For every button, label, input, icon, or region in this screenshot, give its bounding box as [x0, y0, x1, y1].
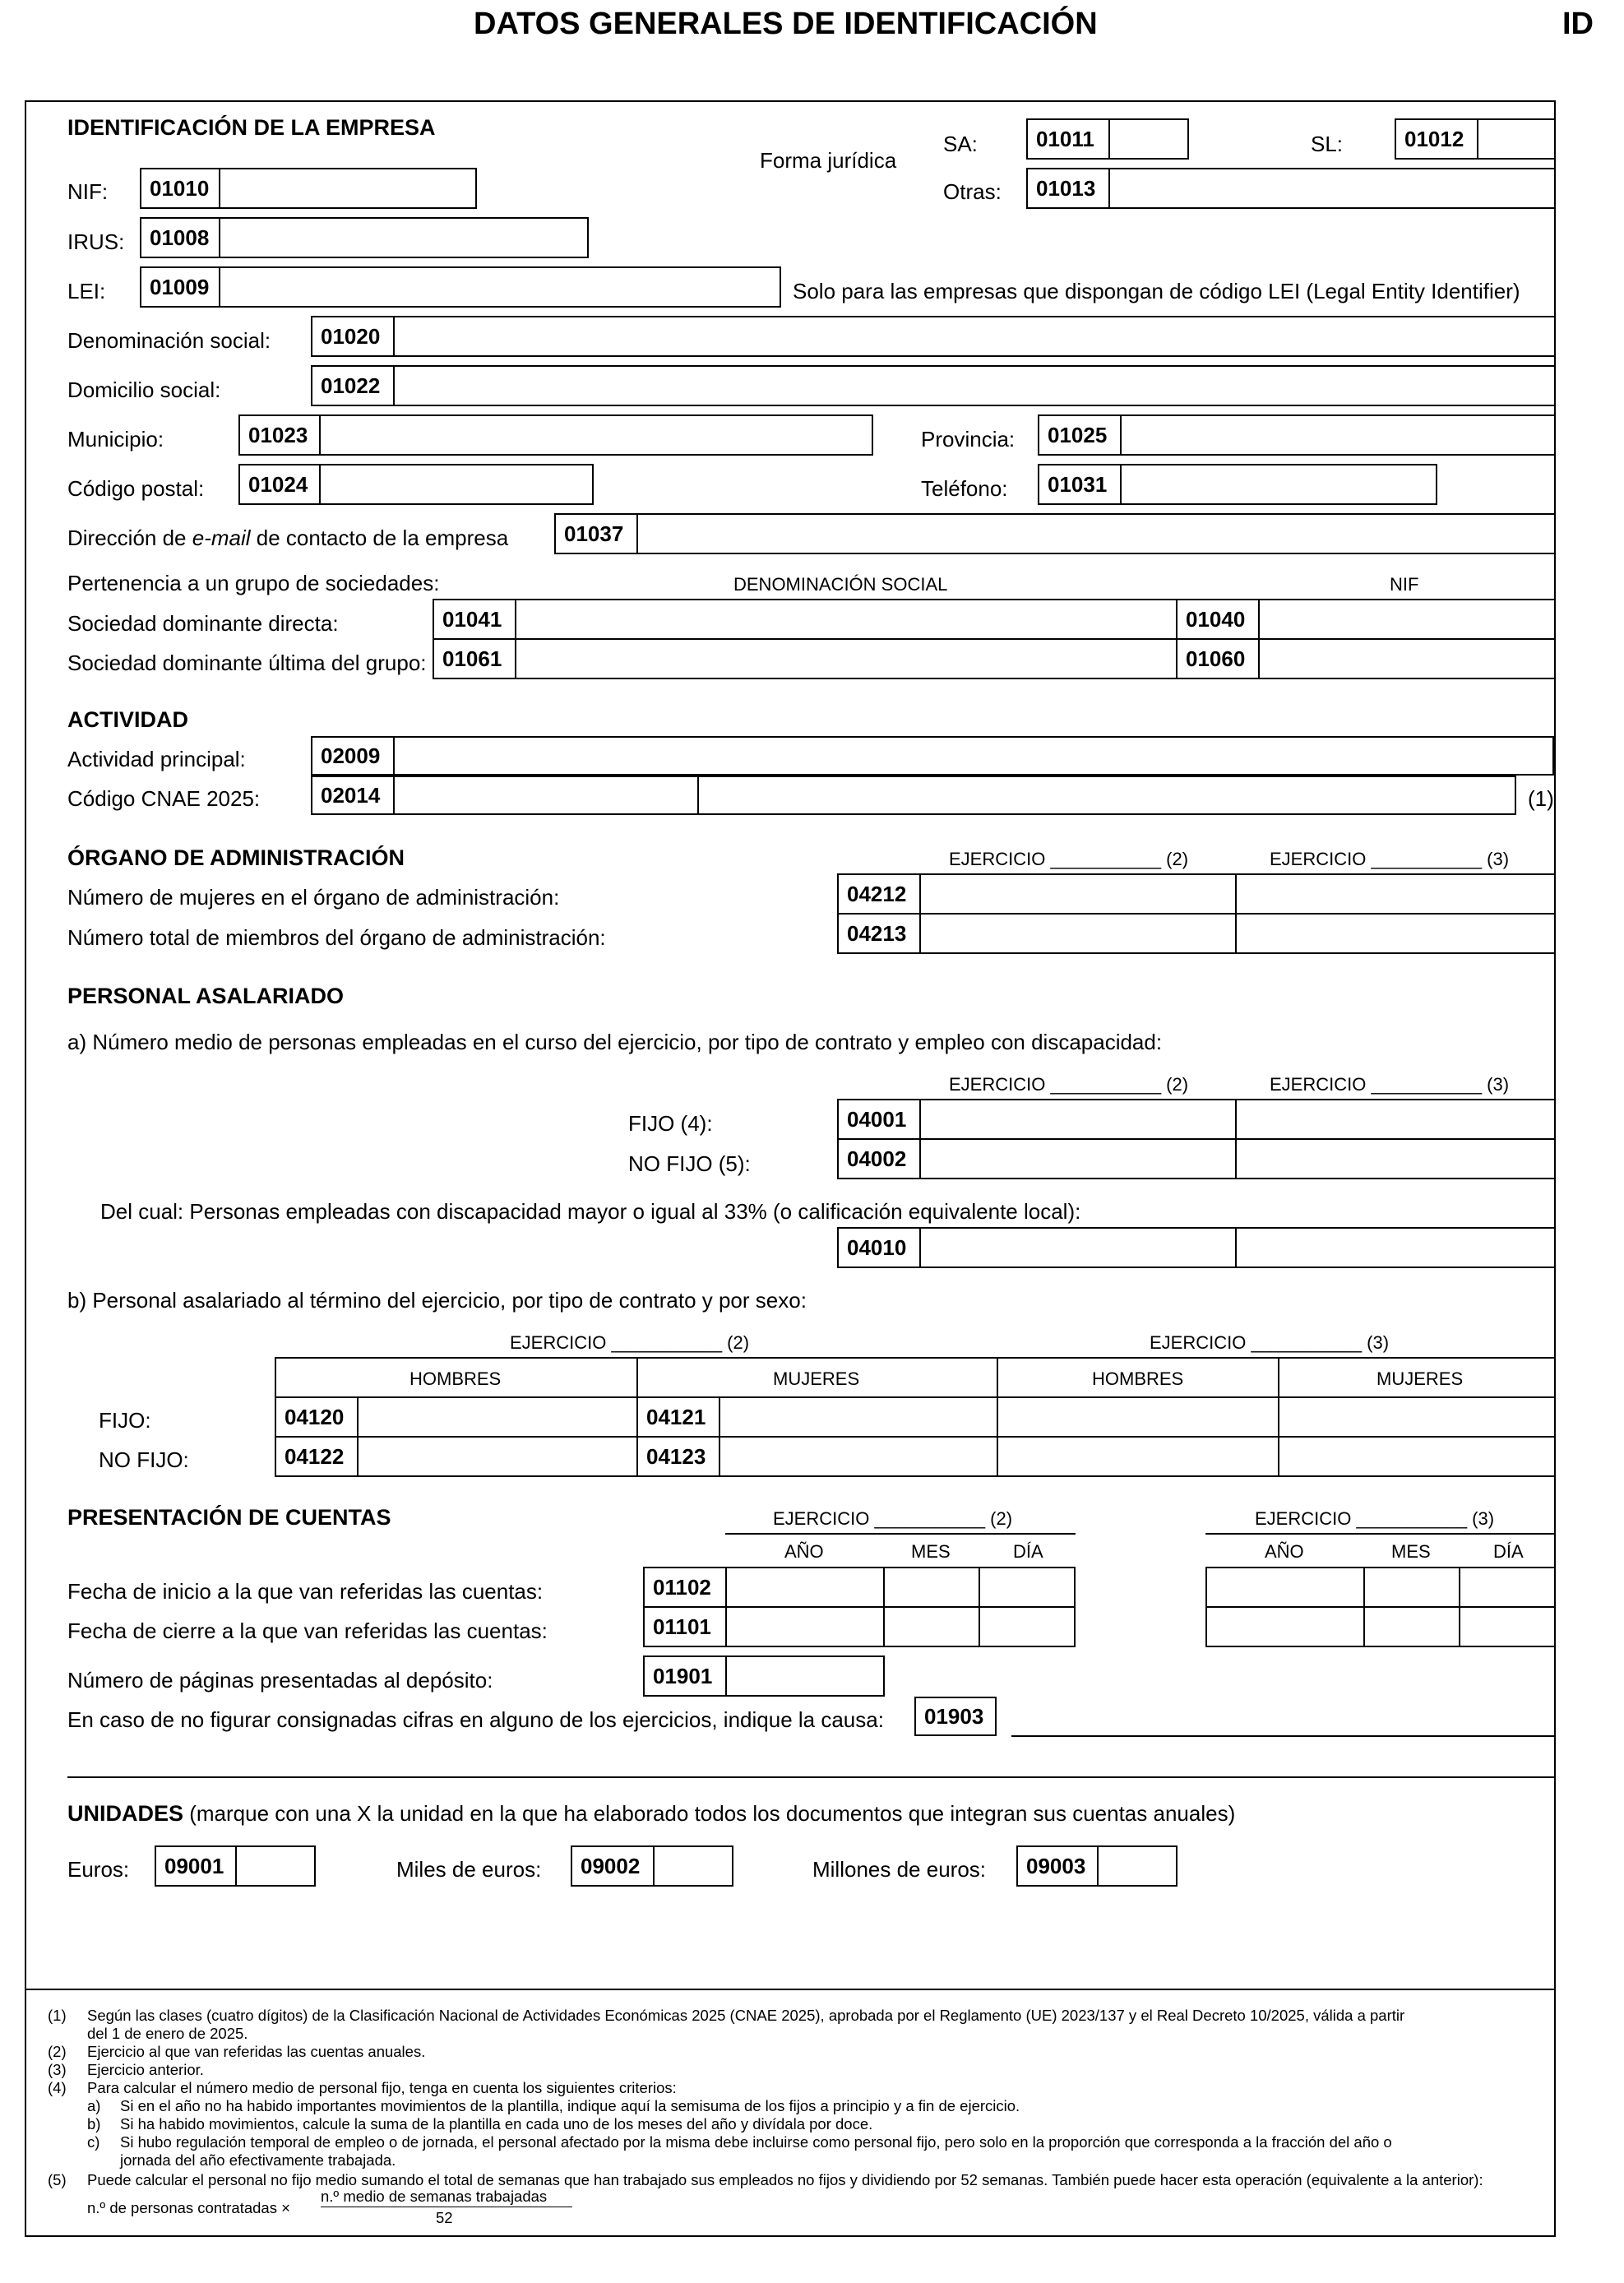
- dominante-ultima-field[interactable]: [433, 638, 1178, 679]
- footnotes-divider: [25, 1989, 1556, 1990]
- inicio-mes-field[interactable]: [883, 1567, 980, 1608]
- field-code: 01024: [240, 465, 321, 503]
- inicio-dia-field[interactable]: [979, 1567, 1076, 1608]
- b-nofijo-label: NO FIJO:: [99, 1447, 189, 1472]
- pres-underline-2: [725, 1533, 1076, 1535]
- cierre-dia-prev[interactable]: [1459, 1606, 1556, 1647]
- cnae-divider: [697, 776, 699, 815]
- field-code: 01031: [1039, 465, 1122, 503]
- pres-ejercicio-2: EJERCICIO ___________ (2): [773, 1508, 1013, 1529]
- section-divider: [67, 1776, 1556, 1778]
- email-field[interactable]: [554, 513, 1556, 554]
- lei-label: LEI:: [67, 279, 106, 303]
- section-identificacion: IDENTIFICACIÓN DE LA EMPRESA: [67, 115, 436, 140]
- field-code: 01061: [434, 640, 516, 678]
- personal-b-text: b) Personal asalariado al término del ejercicio, por tipo de contrato y por sexo:: [67, 1288, 807, 1313]
- dominante-ultima-label: Sociedad dominante última del grupo:: [67, 651, 427, 675]
- inicio-anio-field[interactable]: [643, 1567, 885, 1608]
- cnae-note: (1): [1528, 786, 1554, 811]
- pres-underline-3: [1205, 1533, 1556, 1535]
- paginas-label: Número de páginas presentadas al depósito:: [67, 1668, 493, 1693]
- otras-label: Otras:: [943, 179, 1002, 204]
- field-code: 01101: [645, 1608, 727, 1646]
- pres-dia-2: DÍA: [1013, 1541, 1043, 1562]
- millones-field[interactable]: [1016, 1845, 1178, 1887]
- field-code: 01013: [1028, 169, 1110, 207]
- organo-ejercicio-2: EJERCICIO ___________ (2): [949, 849, 1189, 869]
- dominante-directa-field[interactable]: [433, 599, 1178, 640]
- b-fijo-label: FIJO:: [99, 1408, 151, 1433]
- organo-total-prev-field[interactable]: [1235, 913, 1556, 954]
- sa-label: SA:: [943, 132, 978, 156]
- denominacion-field[interactable]: [311, 316, 1556, 357]
- nofijo-field[interactable]: [837, 1138, 1237, 1179]
- causa-line[interactable]: [1011, 1735, 1556, 1737]
- inicio-mes-prev[interactable]: [1363, 1567, 1460, 1608]
- cierre-mes-prev[interactable]: [1363, 1606, 1460, 1647]
- cierre-anio-prev[interactable]: [1205, 1606, 1365, 1647]
- personal-ejercicio-2: EJERCICIO ___________ (2): [949, 1074, 1189, 1095]
- miles-field[interactable]: [571, 1845, 733, 1887]
- pres-anio-2: AÑO: [784, 1541, 824, 1562]
- forma-juridica-label: Forma jurídica: [760, 148, 897, 173]
- lei-note: Solo para las empresas que dispongan de código LEI (Legal Entity Identifier): [793, 279, 1520, 303]
- section-personal: PERSONAL ASALARIADO: [67, 984, 345, 1008]
- b-fijo-mujeres-field[interactable]: [636, 1396, 998, 1438]
- nif-label: NIF:: [67, 179, 109, 204]
- actividad-principal-label: Actividad principal:: [67, 747, 246, 771]
- causa-label: En caso de no figurar consignadas cifras en alguno de los ejercicios, indique la causa:: [67, 1707, 884, 1732]
- field-code: 04121: [638, 1398, 720, 1436]
- discapacidad-field[interactable]: [837, 1227, 1237, 1268]
- b-nofijo-hombres-field[interactable]: [275, 1436, 638, 1477]
- b-fijo-hombres-field[interactable]: [275, 1396, 638, 1438]
- field-code: 01041: [434, 600, 516, 638]
- pres-ejercicio-3: EJERCICIO ___________ (3): [1255, 1508, 1495, 1529]
- field-code: 01903: [924, 1703, 984, 1729]
- sl-label: SL:: [1311, 132, 1344, 156]
- field-code: 04120: [276, 1398, 359, 1436]
- codigo-postal-label: Código postal:: [67, 476, 205, 501]
- section-presentacion: PRESENTACIÓN DE CUENTAS: [67, 1505, 391, 1530]
- b-nofijo-mujeres-prev[interactable]: [1278, 1436, 1556, 1477]
- municipio-field[interactable]: [238, 414, 873, 456]
- b-ejercicio-2: EJERCICIO ___________ (2): [510, 1332, 750, 1353]
- field-code: 04213: [839, 915, 921, 952]
- b-fijo-hombres-prev[interactable]: [997, 1396, 1279, 1438]
- inicio-anio-prev[interactable]: [1205, 1567, 1365, 1608]
- field-code: 01012: [1396, 120, 1478, 158]
- email-label: Dirección de e-mail de contacto de la empresa: [67, 526, 509, 550]
- inicio-dia-prev[interactable]: [1459, 1567, 1556, 1608]
- discapacidad-prev-field[interactable]: [1235, 1227, 1556, 1268]
- dominante-directa-label: Sociedad dominante directa:: [67, 611, 339, 636]
- miles-label: Miles de euros:: [396, 1857, 542, 1882]
- b-nofijo-mujeres-field[interactable]: [636, 1436, 998, 1477]
- sl-field[interactable]: [1395, 118, 1556, 160]
- pres-mes-3: MES: [1391, 1541, 1431, 1562]
- section-actividad: ACTIVIDAD: [67, 707, 188, 732]
- b-fijo-mujeres-prev[interactable]: [1278, 1396, 1556, 1438]
- b-head-mujeres-3: MUJERES: [1278, 1357, 1556, 1398]
- paginas-field[interactable]: [643, 1656, 885, 1697]
- page-title: DATOS GENERALES DE IDENTIFICACIÓN: [474, 7, 1098, 41]
- cierre-mes-field[interactable]: [883, 1606, 980, 1647]
- field-code: 01901: [645, 1657, 727, 1695]
- pres-anio-3: AÑO: [1265, 1541, 1304, 1562]
- telefono-label: Teléfono:: [921, 476, 1008, 501]
- field-code: 01010: [141, 169, 220, 207]
- col-nif: NIF: [1390, 574, 1419, 595]
- field-code: 04212: [839, 875, 921, 913]
- municipio-label: Municipio:: [67, 427, 164, 452]
- discapacidad-text: Del cual: Personas empleadas con discapacidad mayor o igual al 33% (o calificación equivalente local):: [100, 1199, 1081, 1224]
- provincia-label: Provincia:: [921, 427, 1016, 452]
- organo-mujeres-prev-field[interactable]: [1235, 873, 1556, 915]
- field-code: 04001: [839, 1100, 921, 1138]
- field-code: 01040: [1178, 600, 1260, 638]
- irus-field[interactable]: [140, 217, 589, 258]
- b-head-hombres-3: HOMBRES: [997, 1357, 1279, 1398]
- domicilio-field[interactable]: [311, 365, 1556, 406]
- fijo-field[interactable]: [837, 1099, 1237, 1140]
- codigo-postal-field[interactable]: [238, 464, 594, 505]
- nofijo-label: NO FIJO (5):: [628, 1151, 751, 1176]
- fijo-prev-field[interactable]: [1235, 1099, 1556, 1140]
- unidades-text: UNIDADES (marque con una X la unidad en la que ha elaborado todos los documentos que integran sus cuentas anuales): [67, 1801, 1236, 1826]
- field-code: 01011: [1028, 120, 1110, 158]
- organo-mujeres-label: Número de mujeres en el órgano de administración:: [67, 885, 560, 910]
- field-code: 01037: [556, 515, 638, 553]
- b-head-hombres-2: HOMBRES: [275, 1357, 638, 1398]
- field-code: 04122: [276, 1438, 359, 1475]
- b-ejercicio-3: EJERCICIO ___________ (3): [1150, 1332, 1390, 1353]
- otras-field[interactable]: [1026, 168, 1556, 209]
- inicio-label: Fecha de inicio a la que van referidas las cuentas:: [67, 1579, 544, 1604]
- cierre-dia-field[interactable]: [979, 1606, 1076, 1647]
- b-head-mujeres-2: MUJERES: [636, 1357, 998, 1398]
- pres-dia-3: DÍA: [1493, 1541, 1524, 1562]
- cierre-label: Fecha de cierre a la que van referidas las cuentas:: [67, 1618, 548, 1643]
- telefono-field[interactable]: [1038, 464, 1437, 505]
- field-code: 04002: [839, 1140, 921, 1178]
- organo-total-label: Número total de miembros del órgano de administración:: [67, 925, 606, 950]
- cnae-label: Código CNAE 2025:: [67, 786, 261, 811]
- cierre-anio-field[interactable]: [643, 1606, 885, 1647]
- personal-a-text: a) Número medio de personas empleadas en el curso del ejercicio, por tipo de contrato y empleo con discapacidad:: [67, 1030, 1163, 1054]
- field-code: 01023: [240, 416, 321, 454]
- cnae-field[interactable]: [311, 776, 1516, 815]
- field-code: 01102: [645, 1568, 727, 1606]
- euros-field[interactable]: [155, 1845, 316, 1887]
- organo-total-field[interactable]: [837, 913, 1237, 954]
- lei-field[interactable]: [140, 266, 781, 308]
- provincia-field[interactable]: [1038, 414, 1556, 456]
- col-denominacion: DENOMINACIÓN SOCIAL: [733, 574, 948, 595]
- organo-mujeres-field[interactable]: [837, 873, 1237, 915]
- sa-field[interactable]: [1026, 118, 1189, 160]
- pres-mes-2: MES: [911, 1541, 951, 1562]
- b-nofijo-hombres-prev[interactable]: [997, 1436, 1279, 1477]
- field-code: 01022: [312, 367, 395, 405]
- dominante-ultima-nif-field[interactable]: [1176, 638, 1556, 679]
- irus-label: IRUS:: [67, 229, 125, 254]
- fijo-label: FIJO (4):: [628, 1111, 713, 1136]
- field-code: 01060: [1178, 640, 1260, 678]
- field-code: 09003: [1018, 1847, 1099, 1885]
- denominacion-label: Denominación social:: [67, 328, 271, 353]
- dominante-directa-nif-field[interactable]: [1176, 599, 1556, 640]
- field-code: 04010: [839, 1229, 921, 1267]
- organo-ejercicio-3: EJERCICIO ___________ (3): [1270, 849, 1510, 869]
- field-code: 01008: [141, 219, 220, 257]
- millones-label: Millones de euros:: [812, 1857, 986, 1882]
- actividad-principal-field[interactable]: [311, 736, 1554, 776]
- field-code: 02014: [312, 777, 395, 813]
- field-code: 02009: [312, 738, 395, 774]
- form-code: ID: [1562, 7, 1594, 41]
- grupo-label: Pertenencia a un grupo de sociedades:: [67, 571, 440, 595]
- domicilio-label: Domicilio social:: [67, 377, 221, 402]
- personal-ejercicio-3: EJERCICIO ___________ (3): [1270, 1074, 1510, 1095]
- field-code: 01025: [1039, 416, 1122, 454]
- nofijo-prev-field[interactable]: [1235, 1138, 1556, 1179]
- section-organo: ÓRGANO DE ADMINISTRACIÓN: [67, 845, 405, 870]
- field-code: 09001: [156, 1847, 237, 1885]
- causa-code-box: [914, 1697, 997, 1736]
- field-code: 09002: [572, 1847, 655, 1885]
- euros-label: Euros:: [67, 1857, 130, 1882]
- nif-field[interactable]: [140, 168, 477, 209]
- field-code: 01009: [141, 268, 220, 306]
- field-code: 01020: [312, 317, 395, 355]
- field-code: 04123: [638, 1438, 720, 1475]
